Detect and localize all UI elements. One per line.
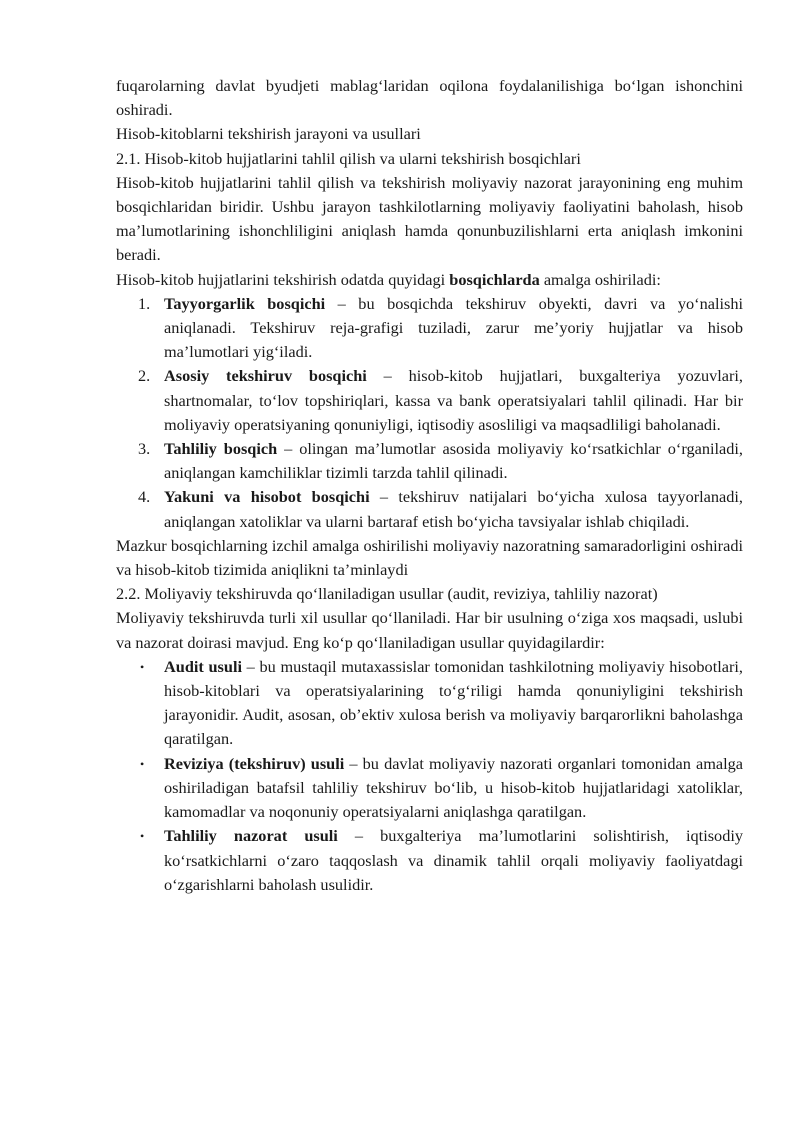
- paragraph-2-1-c: Mazkur bosqichlarning izchil amalga oshirilishi moliyaviy nazoratning samaradorligini oshiradi va hisob-kitob tizimida aniqlikni ta’minlaydi: [116, 535, 743, 580]
- paragraph-2-2-a: Moliyaviy tekshiruvda turli xil usullar qo‘llaniladi. Har bir usulning o‘ziga xos maqsadi, uslubi va nazorat doirasi mavjud. Eng ko‘p qo‘llaniladigan usullar quyidagilardir:: [116, 608, 743, 652]
- method-text: – buxgalteriya ma’lumotlarini solishtirish, iqtisodiy ko‘rsatkichlarni o‘zaro taqqoslash va dinamik tahlil orqali moliyaviy faoliyatdagi o‘zgarishlarni baholash usulidir.: [164, 826, 744, 894]
- stage-item: [116, 292, 743, 365]
- stage-number: 3.: [138, 439, 151, 459]
- stage-number: 2.: [138, 366, 151, 386]
- method-item: [116, 752, 743, 825]
- stage-item: [116, 485, 743, 533]
- bullet-icon: •: [140, 659, 145, 674]
- stage-title: Tahliliy bosqich: [164, 439, 278, 459]
- methods-list: [116, 655, 743, 897]
- method-title: Tahliliy nazorat usuli: [164, 826, 338, 846]
- stage-title: Tayyorgarlik bosqichi: [164, 293, 326, 313]
- paragraph-2-1-a: Hisob-kitob hujjatlarini tahlil qilish va tekshirish moliyaviy nazorat jarayonining eng muhim bosqichlaridan biridir. Ushbu jarayon tashkilotlarning moliyaviy faoliyatini baholash, hisob ma’lumotlarining ishonchliligini aniqlash hamda qonunbuzilishlarni erta aniqlash imkonini beradi.: [116, 172, 743, 265]
- stage-title: Yakuni va hisobot bosqichi: [164, 487, 370, 507]
- method-text: – bu davlat moliyaviy nazorati organlari tomonidan amalga oshiriladigan batafsil tahliliy tekshiruv bo‘lib, u hisob-kitob hujjatlaridagi xatoliklar, kamomadlar va noqonuniy operatsiyalarni aniqlashga qaratilgan.: [164, 753, 743, 822]
- method-item: [116, 824, 743, 897]
- method-text: – bu mustaqil mutaxassislar tomonidan tashkilotning moliyaviy hisobotlari, hisob-kitoblari va operatsiyalarining to‘g‘riligi hamda qonuniyligini tekshirish jarayonidir. Audit, asosan, ob’ektiv xulosa berish va moliyaviy barqarorlikni baholashga qaratilgan.: [164, 656, 743, 749]
- stage-item: [116, 437, 743, 485]
- paragraph-2-1-b: Hisob-kitob hujjatlarini tekshirish odatda quyidagi bosqichlarda amalga oshiriladi:: [116, 269, 661, 289]
- bullet-icon: •: [140, 829, 145, 844]
- method-item: [116, 655, 743, 752]
- stages-list: [116, 292, 743, 534]
- stage-number: 1.: [138, 293, 151, 313]
- subsection-heading-2-1: 2.1. Hisob-kitob hujjatlarini tahlil qilish va ularni tekshirish bosqichlari: [116, 148, 581, 168]
- stage-text: – hisob-kitob hujjatlari, buxgalteriya yozuvlari, shartnomalar, to‘lov topshiriqlari, kassa va bank operatsiyalari tahlil qilinadi. Har bir moliyaviy operatsiyaning qonuniyligi, iqtisodiy asosliligi va maqsadliligi baholanadi.: [164, 366, 743, 434]
- section-heading: Hisob-kitoblarni tekshirish jarayoni va usullari: [116, 124, 421, 144]
- stage-text: – tekshiruv natijalari bo‘yicha xulosa tayyorlanadi, aniqlangan xatoliklar va ularni bartaraf etish bo‘yicha tavsiyalar ishlab chiqiladi.: [164, 487, 743, 531]
- method-title: Audit usuli: [164, 656, 242, 676]
- bullet-icon: •: [140, 756, 145, 771]
- stage-item: [116, 364, 743, 437]
- method-title: Reviziya (tekshiruv) usuli: [164, 753, 345, 773]
- intro-paragraph: fuqarolarning davlat byudjeti mablag‘laridan oqilona foydalanilishiga bo‘lgan ishonchini oshiradi.: [116, 76, 743, 120]
- emphasis-text: bosqichlarda: [449, 269, 540, 289]
- stage-text: – bu bosqichda tekshiruv obyekti, davri va yo‘nalishi aniqlanadi. Tekshiruv reja-grafigi tuziladi, zarur me’yoriy hujjatlar va hisob ma’lumotlari yig‘iladi.: [164, 293, 743, 362]
- stage-number: 4.: [138, 487, 151, 507]
- stage-title: Asosiy tekshiruv bosqichi: [164, 366, 367, 386]
- stage-text: – olingan ma’lumotlar asosida moliyaviy ko‘rsatkichlar o‘rganiladi, aniqlangan kamchiliklar tizimli tarzda tahlil qilinadi.: [164, 439, 743, 483]
- subsection-heading-2-2: 2.2. Moliyaviy tekshiruvda qo‘llaniladigan usullar (audit, reviziya, tahliliy nazorat): [116, 584, 658, 604]
